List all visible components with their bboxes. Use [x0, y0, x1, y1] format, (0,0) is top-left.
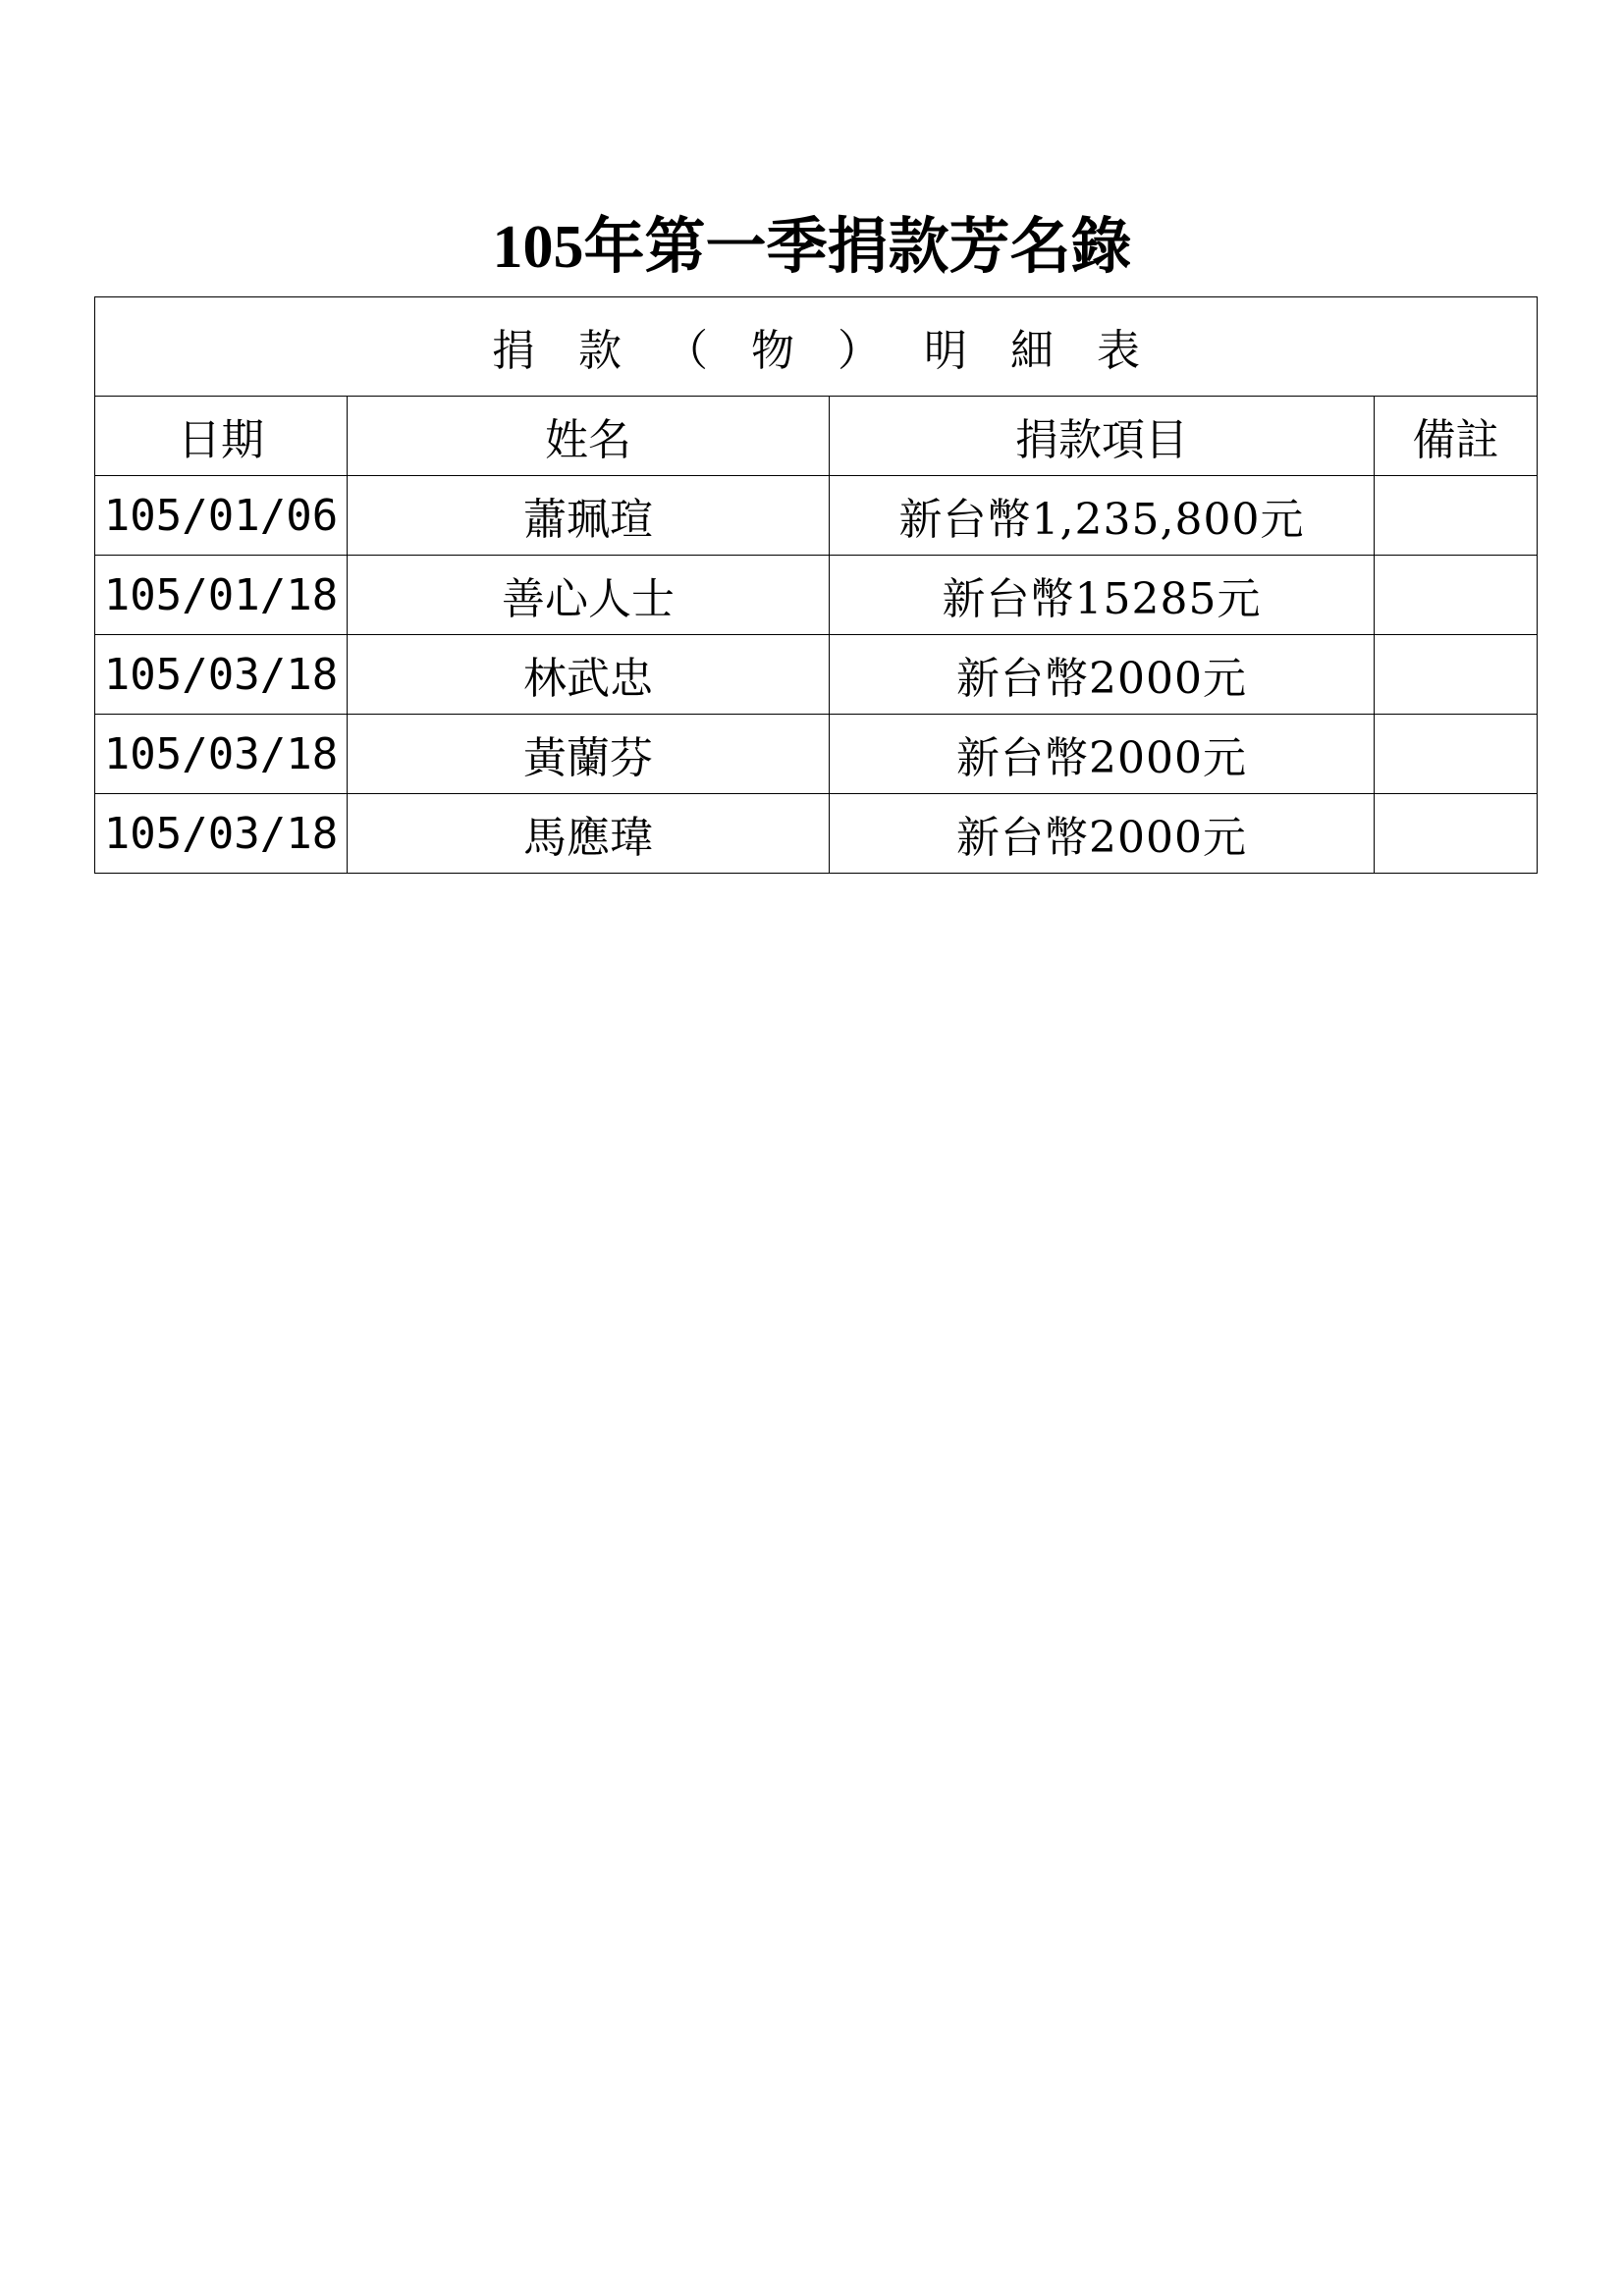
table-row — [95, 635, 1538, 715]
cell-note — [1375, 715, 1538, 794]
cell-date: 105/03/18 — [95, 715, 348, 794]
table-caption — [95, 297, 1538, 397]
cell-date: 105/01/18 — [95, 556, 348, 635]
cell-note — [1375, 476, 1538, 556]
table-row — [95, 715, 1538, 794]
cell-item: 新台幣2000元 — [830, 635, 1375, 715]
cell-note — [1375, 635, 1538, 715]
table-caption-text: 捐款（物）明細表 — [492, 326, 1183, 376]
table-header-row — [95, 397, 1538, 476]
cell-date: 105/03/18 — [95, 794, 348, 874]
table-row — [95, 556, 1538, 635]
table-row — [95, 794, 1538, 874]
cell-name: 黃蘭芬 — [348, 715, 830, 794]
header-note: 備註 — [1375, 397, 1538, 476]
header-name: 姓名 — [348, 397, 830, 476]
cell-item: 新台幣2000元 — [830, 794, 1375, 874]
header-item: 捐款項目 — [830, 397, 1375, 476]
table-caption-row — [95, 297, 1538, 397]
cell-item: 新台幣1,235,800元 — [830, 476, 1375, 556]
header-date: 日期 — [95, 397, 348, 476]
cell-name: 蕭珮瑄 — [348, 476, 830, 556]
cell-item: 新台幣15285元 — [830, 556, 1375, 635]
cell-note — [1375, 556, 1538, 635]
cell-name: 馬應瑋 — [348, 794, 830, 874]
cell-item: 新台幣2000元 — [830, 715, 1375, 794]
cell-date: 105/03/18 — [95, 635, 348, 715]
donation-table — [94, 296, 1538, 874]
cell-name: 善心人士 — [348, 556, 830, 635]
cell-date: 105/01/06 — [95, 476, 348, 556]
cell-name: 林武忠 — [348, 635, 830, 715]
table-row — [95, 476, 1538, 556]
page-title: 105年第一季捐款芳名錄 — [492, 214, 1132, 281]
cell-note — [1375, 794, 1538, 874]
